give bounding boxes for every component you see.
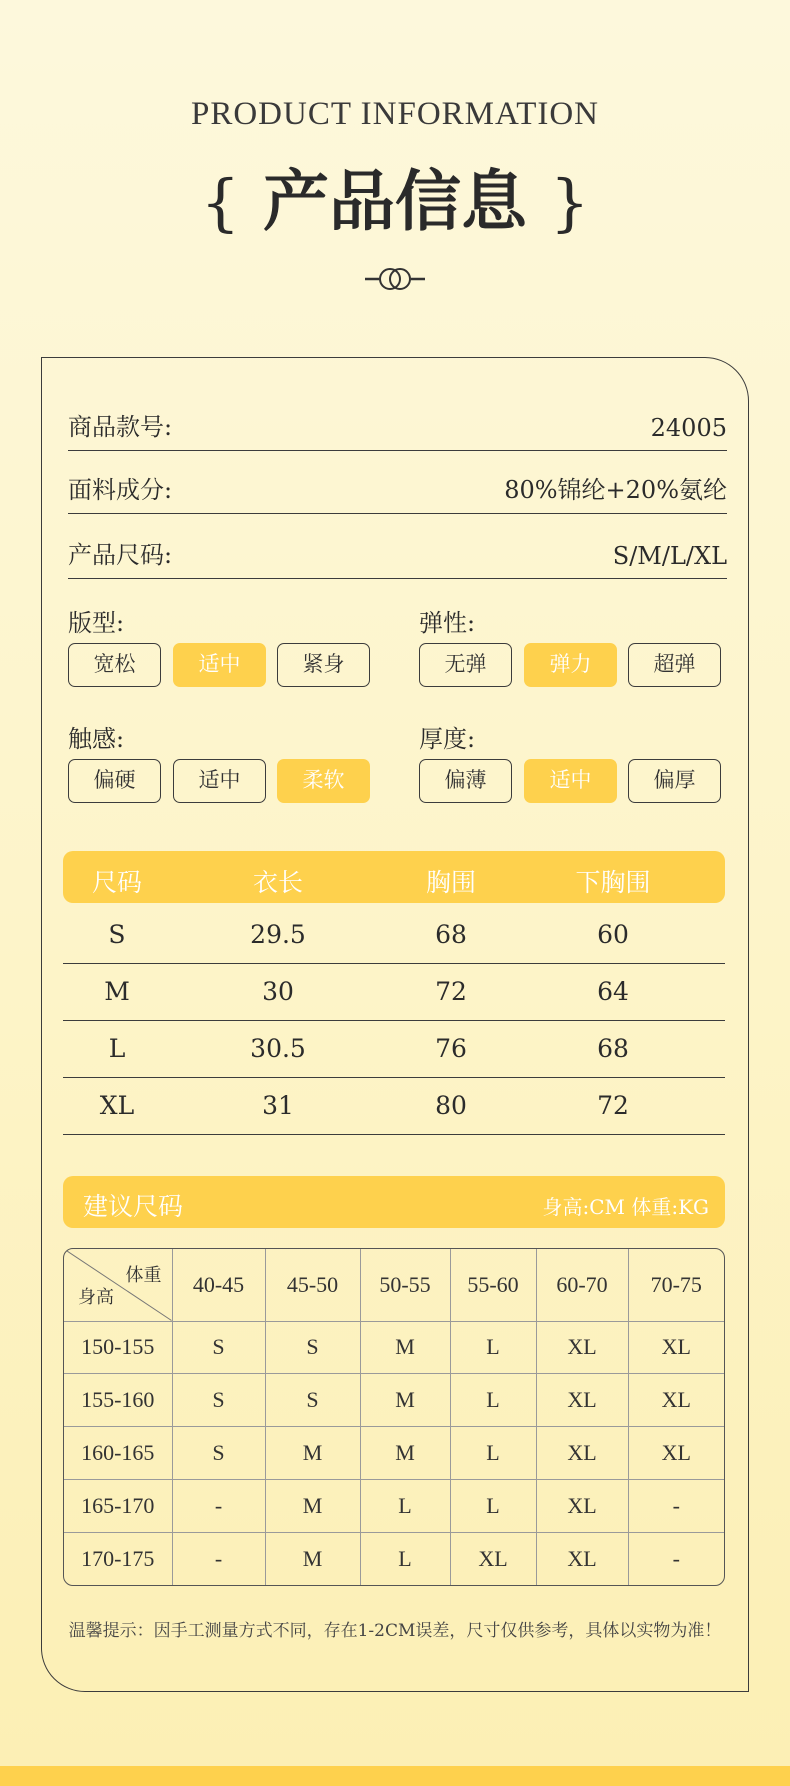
recommend-title: 建议尺码 (83, 1192, 184, 1221)
recommend-cell: M (360, 1321, 450, 1374)
attr-title-feel: 触感: (68, 725, 125, 753)
info-label: 面料成分: (68, 476, 173, 504)
size-cell: 30 (262, 977, 294, 1006)
size-cell: 72 (597, 1091, 629, 1120)
recommend-cell: XL (536, 1480, 628, 1533)
recommend-cell: XL (450, 1533, 536, 1585)
size-cell: 72 (435, 977, 467, 1006)
measurement-note: 温馨提示：因手工测量方式不同，存在1-2CM误差，尺寸仅供参考，具体以实物为准！ (68, 1621, 722, 1641)
bottom-accent-bar (0, 1766, 790, 1786)
recommend-cell: XL (628, 1427, 724, 1480)
chip-elasticity-none: 无弹 (419, 643, 512, 687)
chip-feel-firm: 偏硬 (68, 759, 161, 803)
attr-title-fit: 版型: (68, 609, 125, 637)
chip-fit-medium: 适中 (173, 643, 266, 687)
recommend-cell: XL (628, 1374, 724, 1427)
size-table-row (63, 906, 725, 964)
size-table-row (63, 963, 725, 1021)
info-row-style-number (68, 408, 727, 451)
recommend-cell: S (172, 1321, 265, 1374)
recommend-cell: XL (536, 1321, 628, 1374)
size-cell: 76 (435, 1034, 467, 1063)
weight-header: 60-70 (536, 1249, 628, 1321)
recommend-header (63, 1176, 725, 1228)
right-brace: } (549, 166, 590, 239)
info-row-fabric (68, 471, 727, 514)
recommend-cell: XL (536, 1374, 628, 1427)
size-cell: XL (99, 1091, 135, 1120)
chip-feel-soft: 柔软 (277, 759, 370, 803)
chip-elasticity-stretch: 弹力 (524, 643, 617, 687)
height-cell: 170-175 (64, 1533, 172, 1585)
info-label: 商品款号: (68, 413, 173, 441)
recommend-cell: L (360, 1480, 450, 1533)
recommend-cell: L (450, 1321, 536, 1374)
header-cn-title (0, 148, 790, 243)
size-col-header: 衣长 (252, 868, 304, 897)
size-table-row (63, 1020, 725, 1078)
recommend-cell: L (450, 1480, 536, 1533)
recommend-units: 身高:CM 体重:KG (542, 1195, 709, 1219)
size-cell: L (108, 1034, 126, 1063)
attr-title-thickness: 厚度: (419, 725, 476, 753)
recommend-cell: S (172, 1427, 265, 1480)
size-table-row (63, 1077, 725, 1135)
recommend-cell: M (265, 1427, 360, 1480)
header-en-title: PRODUCT INFORMATION (190, 96, 600, 132)
chip-fit-loose: 宽松 (68, 643, 161, 687)
size-cell: M (104, 977, 130, 1006)
height-cell: 155-160 (64, 1374, 172, 1427)
chip-feel-medium: 适中 (173, 759, 266, 803)
height-cell: 165-170 (64, 1480, 172, 1533)
size-col-header: 下胸围 (575, 868, 651, 897)
page-title: 产品信息 (263, 162, 527, 240)
recommend-cell: S (265, 1321, 360, 1374)
size-col-header: 胸围 (425, 868, 477, 897)
recommend-cell: XL (628, 1321, 724, 1374)
weight-header: 40-45 (172, 1249, 265, 1321)
size-cell: 68 (435, 920, 467, 949)
info-label: 产品尺码: (68, 541, 173, 569)
attr-title-elasticity: 弹性: (419, 609, 476, 637)
height-cell: 160-165 (64, 1427, 172, 1480)
size-cell: 31 (262, 1091, 294, 1120)
size-cell: 68 (597, 1034, 629, 1063)
recommend-cell: - (172, 1480, 265, 1533)
size-cell: 60 (597, 920, 629, 949)
grid-corner-cell (64, 1249, 172, 1321)
recommend-cell: XL (536, 1533, 628, 1585)
ornament-icon (365, 266, 425, 292)
recommend-cell: M (360, 1374, 450, 1427)
size-cell: S (108, 920, 126, 949)
corner-weight-label: 体重 (125, 1265, 162, 1285)
size-cell: 64 (597, 977, 629, 1006)
recommend-cell: L (360, 1533, 450, 1585)
info-value: S/M/L/XL (612, 542, 727, 570)
chip-elasticity-super: 超弹 (628, 643, 721, 687)
info-value: 24005 (650, 414, 727, 442)
chip-fit-tight: 紧身 (277, 643, 370, 687)
size-table-header (63, 851, 725, 903)
weight-header: 70-75 (628, 1249, 724, 1321)
recommend-cell: M (360, 1427, 450, 1480)
recommend-cell: XL (536, 1427, 628, 1480)
info-row-sizes (68, 536, 727, 579)
size-cell: 29.5 (250, 920, 306, 949)
chip-thickness-medium: 适中 (524, 759, 617, 803)
recommend-cell: L (450, 1427, 536, 1480)
recommend-cell: S (172, 1374, 265, 1427)
corner-height-label: 身高 (78, 1286, 114, 1307)
height-cell: 150-155 (64, 1321, 172, 1374)
recommend-cell: M (265, 1480, 360, 1533)
chip-thickness-thin: 偏薄 (419, 759, 512, 803)
size-col-header: 尺码 (91, 868, 143, 897)
recommend-cell: - (628, 1533, 724, 1585)
left-brace: { (200, 166, 241, 239)
recommend-grid (63, 1248, 725, 1586)
recommend-cell: L (450, 1374, 536, 1427)
recommend-cell: S (265, 1374, 360, 1427)
recommend-cell: - (172, 1533, 265, 1585)
chip-thickness-thick: 偏厚 (628, 759, 721, 803)
recommend-cell: - (628, 1480, 724, 1533)
weight-header: 50-55 (360, 1249, 450, 1321)
recommend-cell: M (265, 1533, 360, 1585)
info-value: 80%锦纶+20%氨纶 (504, 476, 727, 504)
weight-header: 45-50 (265, 1249, 360, 1321)
weight-header: 55-60 (450, 1249, 536, 1321)
size-cell: 30.5 (250, 1034, 306, 1063)
size-cell: 80 (435, 1091, 467, 1120)
